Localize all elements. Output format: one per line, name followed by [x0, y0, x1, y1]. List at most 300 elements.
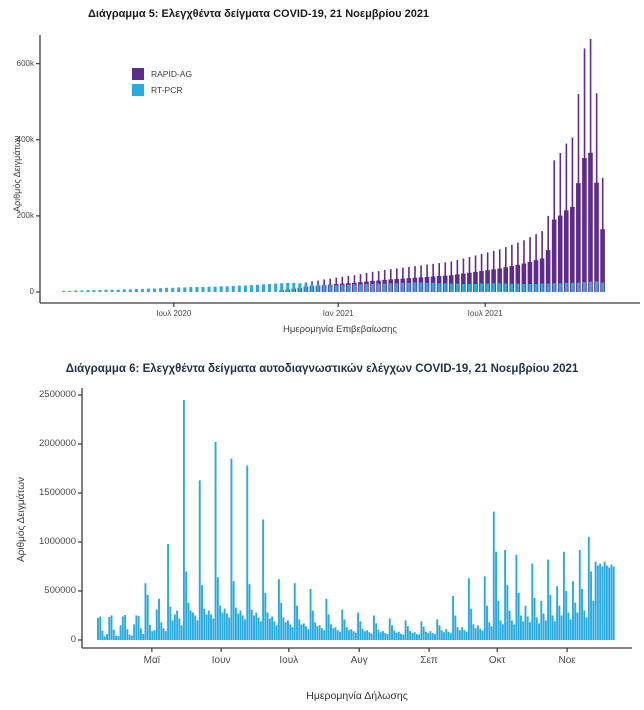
rt-pcr-bar	[456, 284, 459, 292]
self-test-bar	[543, 614, 545, 640]
self-test-bar	[423, 627, 425, 640]
self-test-bar	[212, 618, 214, 640]
self-test-bar	[472, 624, 474, 640]
rt-pcr-bar	[595, 281, 598, 292]
rt-pcr-bar	[371, 284, 374, 292]
rt-pcr-bar	[492, 283, 495, 292]
self-test-bar	[117, 636, 119, 640]
rt-pcr-bar	[426, 283, 429, 292]
rt-pcr-bar	[92, 290, 95, 292]
self-test-bar	[104, 637, 106, 640]
self-test-bar	[267, 613, 269, 640]
rt-pcr-bar	[413, 282, 416, 292]
self-test-bar	[280, 603, 282, 640]
self-test-bar	[273, 621, 275, 640]
self-test-bar	[158, 599, 160, 640]
self-test-bar	[167, 544, 169, 640]
rt-pcr-bar	[298, 283, 301, 292]
self-test-bar	[396, 633, 398, 640]
rt-pcr-bar	[105, 290, 108, 292]
rt-pcr-bar	[528, 284, 531, 292]
self-test-bar	[145, 583, 147, 640]
self-test-bar	[531, 564, 533, 640]
rt-pcr-bar	[407, 283, 410, 292]
rt-pcr-bar	[244, 286, 247, 292]
self-test-bar	[316, 626, 318, 640]
rt-pcr-bar	[510, 284, 513, 292]
rt-pcr-bar	[377, 284, 380, 292]
rapid-ag-bar-peak	[529, 237, 531, 292]
self-test-bar	[380, 632, 382, 640]
rapid-ag-bar-peak	[590, 39, 592, 292]
rapid-ag-bar-peak	[584, 48, 586, 292]
chart-5-legend	[132, 66, 192, 98]
self-test-bar	[436, 619, 438, 640]
self-test-bar	[534, 598, 536, 640]
rt-pcr-bar	[329, 285, 332, 292]
diagram-6-x-tick-label: Αυγ	[350, 655, 368, 666]
rt-pcr-bar	[553, 283, 556, 292]
self-test-bar	[282, 617, 284, 640]
self-test-bar	[253, 616, 255, 641]
self-test-bar	[475, 628, 477, 640]
self-test-bar	[581, 589, 583, 640]
self-test-bar	[230, 459, 232, 640]
rt-pcr-bar	[147, 289, 150, 292]
rt-pcr-bar	[141, 289, 144, 292]
self-test-bar	[251, 610, 253, 640]
rt-pcr-bar	[480, 284, 483, 292]
rt-pcr-bar	[401, 283, 404, 292]
chart-6-title: Διάγραμμα 6: Ελεγχθέντα δείγματα αυτοδιαγνωστικών ελέγχων COVID-19, 21 Νοεμβρίου 2021	[65, 363, 579, 375]
self-test-bar	[215, 442, 217, 640]
rapid-ag-bar-peak	[560, 153, 562, 292]
self-test-bar	[292, 627, 294, 640]
self-test-bar	[172, 620, 174, 640]
self-test-bar	[513, 624, 515, 640]
self-test-bar	[199, 480, 201, 640]
self-test-bar	[493, 512, 495, 640]
self-test-bar	[264, 593, 266, 640]
rt-pcr-bar	[432, 283, 435, 292]
diagram-6-y-tick-label: 500000	[44, 585, 76, 597]
rt-pcr-bar	[214, 287, 217, 292]
rt-pcr-bar	[323, 285, 326, 292]
self-test-bar	[262, 519, 264, 640]
self-test-bar	[552, 616, 554, 641]
self-test-bar	[405, 620, 407, 640]
self-test-bar	[235, 608, 237, 640]
self-test-bar	[350, 629, 352, 640]
self-test-bar	[99, 616, 101, 640]
rt-pcr-legend-label: RT-PCR	[151, 85, 183, 95]
self-test-bar	[276, 625, 278, 640]
self-test-bar	[102, 631, 104, 640]
self-test-bar	[368, 632, 370, 640]
rapid-ag-bar-peak	[596, 93, 598, 292]
rt-pcr-bar	[80, 290, 83, 292]
self-test-bar	[357, 613, 359, 640]
self-test-bar	[165, 631, 167, 640]
self-test-bar	[398, 632, 400, 640]
self-test-bar	[549, 595, 551, 640]
self-test-bar	[613, 567, 615, 641]
self-test-bar	[348, 630, 350, 640]
self-test-bar	[335, 627, 337, 640]
diagram-5-y-tick-label: 600k	[16, 58, 34, 68]
self-test-bar	[502, 624, 504, 640]
self-test-bar	[323, 630, 325, 640]
self-test-bar	[208, 611, 210, 640]
self-test-bar	[210, 615, 212, 640]
self-test-bar	[407, 626, 409, 640]
self-test-bar	[402, 635, 404, 640]
self-test-bar	[194, 616, 196, 641]
rt-pcr-bar	[571, 283, 574, 292]
rt-pcr-bar	[220, 286, 223, 292]
rt-pcr-bar	[159, 288, 162, 292]
rt-pcr-bar	[444, 283, 447, 292]
self-test-bar	[362, 629, 364, 640]
self-test-bar	[115, 636, 117, 640]
self-test-bar	[439, 625, 441, 640]
rapid-ag-bar-peak	[566, 144, 568, 292]
self-test-bar	[278, 579, 280, 640]
self-test-bar	[287, 620, 289, 640]
self-test-bar	[337, 630, 339, 640]
diagram-6-x-tick-label: Ιουν	[211, 655, 231, 666]
rt-pcr-bar	[498, 283, 501, 292]
self-test-bar	[561, 616, 563, 641]
self-test-bar	[452, 596, 454, 640]
self-test-bar	[108, 617, 110, 640]
rt-pcr-bar	[183, 287, 186, 292]
self-test-bar	[310, 589, 312, 640]
self-test-bar	[595, 562, 597, 640]
self-test-bar	[491, 626, 493, 640]
rt-pcr-bar	[286, 283, 289, 292]
self-test-bar	[303, 623, 305, 640]
self-test-bar	[520, 616, 522, 641]
self-test-bar	[142, 634, 144, 640]
rt-pcr-bar	[250, 285, 253, 292]
self-test-bar	[183, 400, 185, 640]
rt-pcr-bar	[177, 287, 180, 292]
self-test-bar	[586, 617, 588, 640]
diagram-5-x-tick-label: Ιαν 2021	[322, 309, 354, 318]
diagram-6-x-tick-label: Σεπ	[420, 655, 438, 666]
self-test-bar	[588, 537, 590, 640]
self-test-bar	[547, 560, 549, 640]
diagram-5-x-tick-label: Ιουλ 2021	[467, 309, 503, 318]
self-test-bar	[240, 611, 242, 640]
rt-pcr-bar	[335, 285, 338, 292]
self-test-bar	[482, 631, 484, 640]
rt-pcr-bar	[468, 284, 471, 292]
self-test-bar	[190, 611, 192, 640]
self-test-bar	[518, 593, 520, 640]
self-test-bar	[122, 616, 124, 640]
self-test-bar	[258, 617, 260, 640]
self-test-bar	[246, 466, 248, 640]
self-test-bar	[353, 631, 355, 640]
self-test-bar	[506, 585, 508, 640]
rt-pcr-bar	[201, 287, 204, 292]
rt-pcr-bar	[389, 283, 392, 292]
rt-pcr-bar	[395, 283, 398, 292]
rt-pcr-bar	[601, 282, 604, 292]
self-test-bar	[285, 622, 287, 640]
self-test-bar	[570, 619, 572, 640]
rt-pcr-bar	[62, 291, 65, 292]
self-test-bar	[470, 609, 472, 640]
diagram-5-y-tick-label: 200k	[16, 210, 34, 220]
self-test-bar	[355, 633, 357, 640]
self-test-bar	[525, 606, 527, 640]
self-test-bar	[169, 607, 171, 640]
rt-pcr-bar	[262, 284, 265, 292]
self-test-bar	[341, 610, 343, 640]
self-test-bar	[219, 606, 221, 640]
rt-pcr-bar	[419, 282, 422, 292]
self-test-bar	[563, 552, 565, 640]
rt-pcr-bar	[189, 287, 192, 292]
rt-pcr-bar	[208, 287, 211, 292]
rt-pcr-bar	[353, 284, 356, 292]
rt-pcr-bar	[68, 291, 71, 292]
self-test-bar	[366, 630, 368, 640]
self-test-bar	[113, 630, 115, 640]
diagram-5-y-tick-label: 0	[29, 287, 34, 297]
self-test-bar	[430, 631, 432, 640]
self-test-bar	[237, 614, 239, 640]
self-test-bar	[425, 632, 427, 640]
rapid-ag-legend-label: RAPID-AG	[151, 69, 193, 79]
rapid-ag-bar-peak	[541, 231, 543, 292]
self-test-bar	[174, 615, 176, 640]
chart-5-title: Διάγραμμα 5: Ελεγχθέντα δείγματα COVID-19, 21 Νοεμβρίου 2021	[88, 8, 430, 20]
self-test-bar	[305, 626, 307, 640]
self-test-bar	[319, 625, 321, 640]
self-test-bar	[221, 613, 223, 640]
self-test-bar	[289, 624, 291, 640]
self-test-bar	[556, 586, 558, 640]
self-test-bar	[203, 609, 205, 640]
diagram-6-x-tick-label: Ιουλ	[279, 655, 299, 666]
self-test-bar	[111, 616, 113, 641]
rt-pcr-bar	[541, 284, 544, 292]
rt-pcr-bar	[238, 286, 241, 292]
diagram-6-x-tick-label: Μαϊ	[143, 655, 161, 666]
self-test-bar	[400, 634, 402, 640]
diagram-6-y-tick-label: 1000000	[39, 536, 76, 548]
self-test-bar	[604, 562, 606, 640]
self-test-bar	[477, 625, 479, 640]
self-test-bar	[504, 550, 506, 640]
self-test-bar	[269, 618, 271, 640]
self-test-bar	[432, 633, 434, 640]
chart-5-x-axis-label: Ημερομηνία Επιβεβαίωσης	[283, 324, 397, 335]
self-test-bar	[445, 629, 447, 640]
self-test-bar	[387, 634, 389, 640]
self-test-bar	[160, 622, 162, 640]
rt-pcr-color-swatch	[132, 84, 144, 96]
self-test-bar	[249, 584, 251, 640]
self-test-bar	[328, 615, 330, 640]
rapid-ag-bar-peak	[578, 94, 580, 292]
self-test-bar	[97, 618, 99, 640]
self-test-bar	[448, 632, 450, 640]
chart-6-y-axis-label: Αριθμός Δειγμάτων	[16, 476, 27, 562]
self-test-bar	[454, 616, 456, 641]
self-test-bar	[565, 591, 567, 640]
rt-pcr-bar	[171, 288, 174, 292]
self-test-bar	[224, 609, 226, 640]
rt-pcr-bar	[486, 284, 489, 292]
self-test-bar	[382, 631, 384, 640]
self-test-bar	[271, 616, 273, 640]
self-test-bar	[583, 611, 585, 640]
self-test-bar	[418, 635, 420, 640]
self-test-bar	[574, 603, 576, 640]
rt-pcr-bar	[117, 290, 120, 292]
rt-pcr-bar	[256, 285, 259, 292]
self-test-bar	[597, 566, 599, 640]
diagram-6-x-tick-label: Νοε	[558, 655, 576, 666]
self-test-bar	[181, 625, 183, 640]
self-test-bar	[509, 611, 511, 640]
self-test-bar	[129, 635, 131, 640]
self-test-bar	[409, 631, 411, 640]
self-test-bar	[371, 634, 373, 640]
diagram-5-x-tick-label: Ιουλ 2020	[156, 309, 192, 318]
diagram-5-y-tick-label: 400k	[16, 134, 34, 144]
self-test-bar	[321, 628, 323, 640]
rt-pcr-bar	[559, 283, 562, 292]
self-test-bar	[579, 550, 581, 640]
self-test-bar	[124, 615, 126, 640]
self-test-bar	[147, 595, 149, 640]
self-test-bar	[364, 631, 366, 640]
rt-pcr-bar	[450, 284, 453, 292]
self-test-bar	[610, 565, 612, 640]
self-test-bar	[393, 631, 395, 640]
self-test-bar	[488, 622, 490, 640]
rt-pcr-bar	[86, 290, 89, 292]
rt-pcr-bar	[565, 283, 568, 292]
rt-pcr-bar	[232, 286, 235, 292]
self-test-bar	[149, 625, 151, 640]
rt-pcr-bar	[195, 287, 198, 292]
self-test-bar	[416, 634, 418, 640]
self-test-bar	[314, 622, 316, 640]
self-test-bar	[459, 630, 461, 640]
self-test-bar	[522, 621, 524, 640]
self-test-bar	[486, 606, 488, 640]
self-test-bar	[298, 619, 300, 640]
self-test-bar	[572, 581, 574, 640]
self-test-bar	[301, 624, 303, 640]
rapid-ag-bar-peak	[553, 160, 555, 292]
self-test-bar	[187, 603, 189, 640]
self-test-bar	[178, 618, 180, 640]
self-test-bar	[495, 552, 497, 640]
self-test-bar	[391, 625, 393, 640]
rt-pcr-bar	[74, 290, 77, 292]
rt-pcr-bar	[99, 290, 102, 292]
rapid-ag-bar-peak	[572, 137, 574, 292]
rt-pcr-bar	[462, 284, 465, 292]
self-test-bar	[538, 623, 540, 640]
rapid-ag-bar-peak	[535, 234, 537, 292]
self-test-bar	[260, 621, 262, 640]
self-test-bar	[242, 616, 244, 641]
rt-pcr-bar	[153, 289, 156, 292]
self-test-bar	[568, 613, 570, 640]
self-test-bar	[443, 632, 445, 640]
legend-item-rapid-ag	[132, 66, 192, 82]
self-test-bar	[163, 628, 165, 640]
rt-pcr-bar	[474, 284, 477, 292]
diagram-6-y-tick-label: 0	[70, 634, 76, 646]
rt-pcr-bar	[383, 284, 386, 292]
diagram-6-y-tick-label: 2000000	[39, 438, 76, 450]
self-test-bar	[608, 567, 610, 640]
self-test-bar	[346, 627, 348, 640]
diagram-6-y-tick-label: 2500000	[39, 389, 76, 401]
self-test-bar	[599, 564, 601, 640]
rapid-ag-bar-peak	[602, 178, 604, 292]
rt-pcr-bar	[583, 282, 586, 292]
self-test-bar	[140, 628, 142, 640]
self-test-bar	[185, 571, 187, 640]
self-test-bar	[244, 619, 246, 640]
self-test-bar	[138, 616, 140, 640]
self-test-bar	[344, 619, 346, 640]
rapid-ag-bar-peak	[547, 216, 549, 292]
rt-pcr-bar	[304, 284, 307, 292]
self-test-bar	[359, 621, 361, 640]
self-test-bar	[529, 622, 531, 640]
self-test-bar	[590, 571, 592, 640]
self-test-bar	[233, 581, 235, 640]
self-test-bar	[296, 606, 298, 640]
chart-6-x-axis-label: Ημερομηνία Δήλωσης	[306, 690, 408, 702]
self-test-bar	[332, 628, 334, 640]
rt-pcr-bar	[280, 283, 283, 292]
self-test-bar	[217, 577, 219, 640]
self-test-bar	[411, 633, 413, 640]
rt-pcr-bar	[317, 284, 320, 292]
rt-pcr-bar	[547, 284, 550, 292]
diagram-6-y-tick-label: 1500000	[39, 487, 76, 499]
rt-pcr-bar	[268, 284, 271, 292]
self-test-bar	[461, 627, 463, 640]
self-test-bar	[389, 618, 391, 640]
self-test-bar	[106, 634, 108, 640]
rapid-ag-color-swatch	[132, 68, 144, 80]
rt-pcr-bar	[589, 282, 592, 292]
self-test-bar	[463, 630, 465, 640]
self-test-bar	[545, 620, 547, 640]
self-test-bar	[255, 613, 257, 640]
self-test-bar	[126, 629, 128, 640]
self-test-bar	[339, 632, 341, 640]
self-test-bar	[201, 585, 203, 640]
chart-5-y-axis-label: Αριθμός Δειγμάτων	[12, 135, 22, 212]
rt-pcr-bar	[534, 284, 537, 292]
rt-pcr-bar	[111, 290, 114, 292]
